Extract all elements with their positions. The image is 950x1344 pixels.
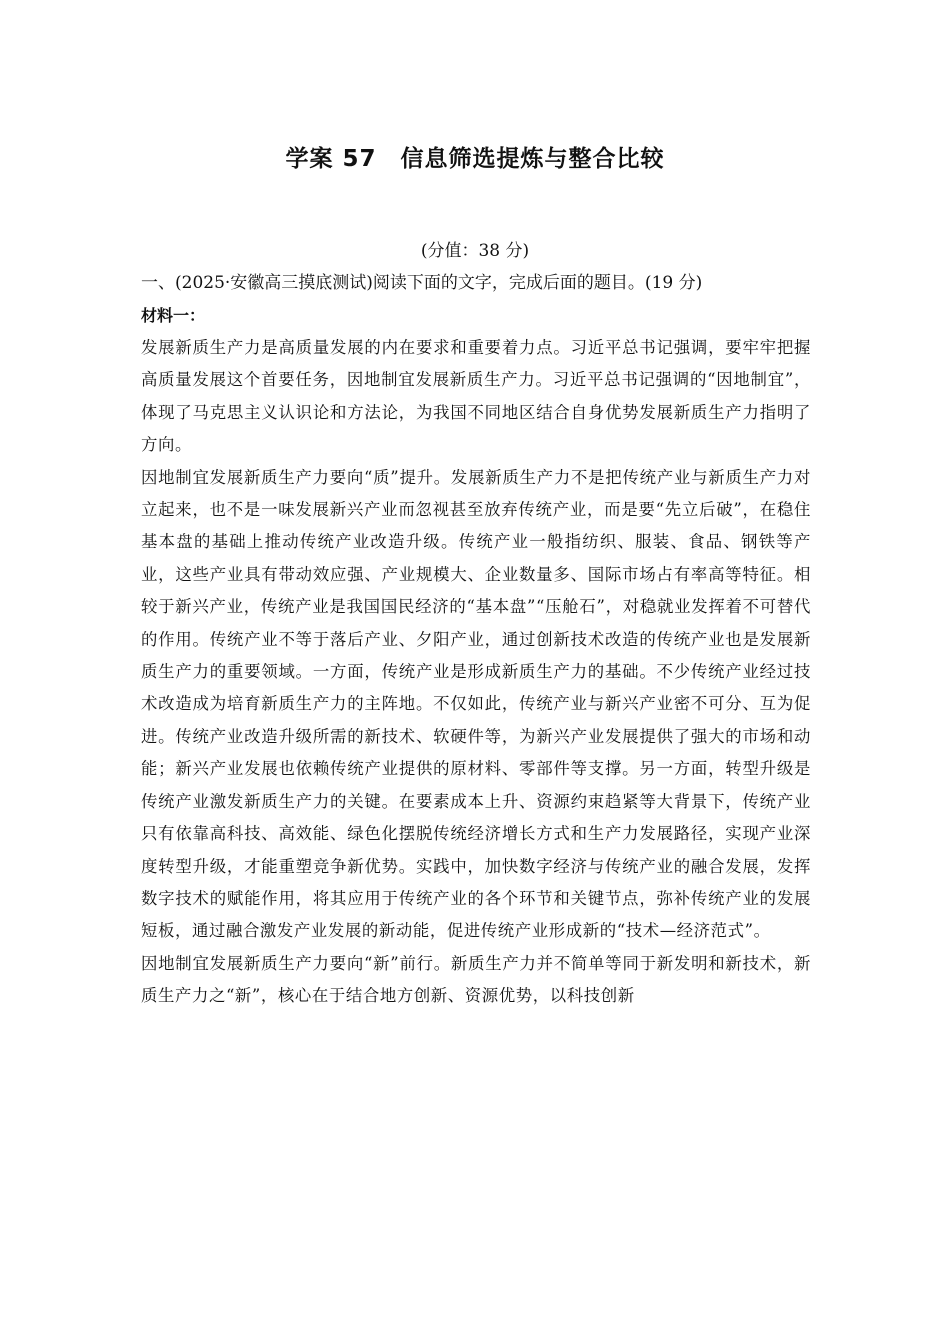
page-title: 学案 57 信息筛选提炼与整合比较 bbox=[285, 146, 665, 172]
material-label: 材料一： bbox=[141, 306, 206, 325]
paragraph-3: 因地制宜发展新质生产力要向“新”前行。新质生产力并不简单等同于新发明和新技术，新质生产力之“新”，核心在于结合地方创新、资源优势，以科技创新 bbox=[141, 953, 811, 1006]
question-heading: 一、(2025·安徽高三摸底测试)阅读下面的文字，完成后面的题目。(19 分) bbox=[141, 273, 703, 293]
paragraph-2: 因地制宜发展新质生产力要向“质”提升。发展新质生产力不是把传统产业与新质生产力对立起来，也不是一味发展新兴产业而忽视甚至放弃传统产业，而是要“先立后破”，在稳住基本盘的基础上推动传统产业改造升级。传统产业一般指纺织、服装、食品、钢铁等产业，这些产业具有带动效应强、产业规模大、企业数量多、国际市场占有率高等特征。相较于新兴产业，传统产业是我国国民经济的“基本盘”“压舱石”，对稳就业发挥着不可替代的作用。传统产业不等于落后产业、夕阳产业，通过创新技术改造的传统产业也是发展新质生产力的重要领域。一方面，传统产业是形成新质生产力的基础。不少传统产业经过技术改造成为培育新质生产力的主阵地。不仅如此，传统产业与新兴产业密不可分、互为促进。传统产业改造升级所需的新技术、软硬件等，为新兴产业发展提供了强大的市场和动能；新兴产业发展也依赖传统产业提供的原材料、零部件等支撑。另一方面，转型升级是传统产业激发新质生产力的关键。在要素成本上升、资源约束趋紧等大背景下，传统产业只有依靠高科技、高效能、绿色化摆脱传统经济增长方式和生产力发展路径，实现产业深度转型升级，才能重塑竞争新优势。实践中，加快数字经济与传统产业的融合发展，发挥数字技术的赋能作用，将其应用于传统产业的各个环节和关键节点，弥补传统产业的发展短板，通过融合激发产业发展的新动能，促进传统产业形成新的“技术—经济范式”。 bbox=[141, 467, 811, 941]
paragraph-1: 发展新质生产力是高质量发展的内在要求和重要着力点。习近平总书记强调，要牢牢把握高质量发展这个首要任务，因地制宜发展新质生产力。习近平总书记强调的“因地制宜”，体现了马克思主义认识论和方法论，为我国不同地区结合自身优势发展新质生产力指明了方向。 bbox=[141, 338, 811, 455]
document-body bbox=[141, 266, 811, 1013]
score-info: (分值：38 分) bbox=[420, 241, 530, 261]
